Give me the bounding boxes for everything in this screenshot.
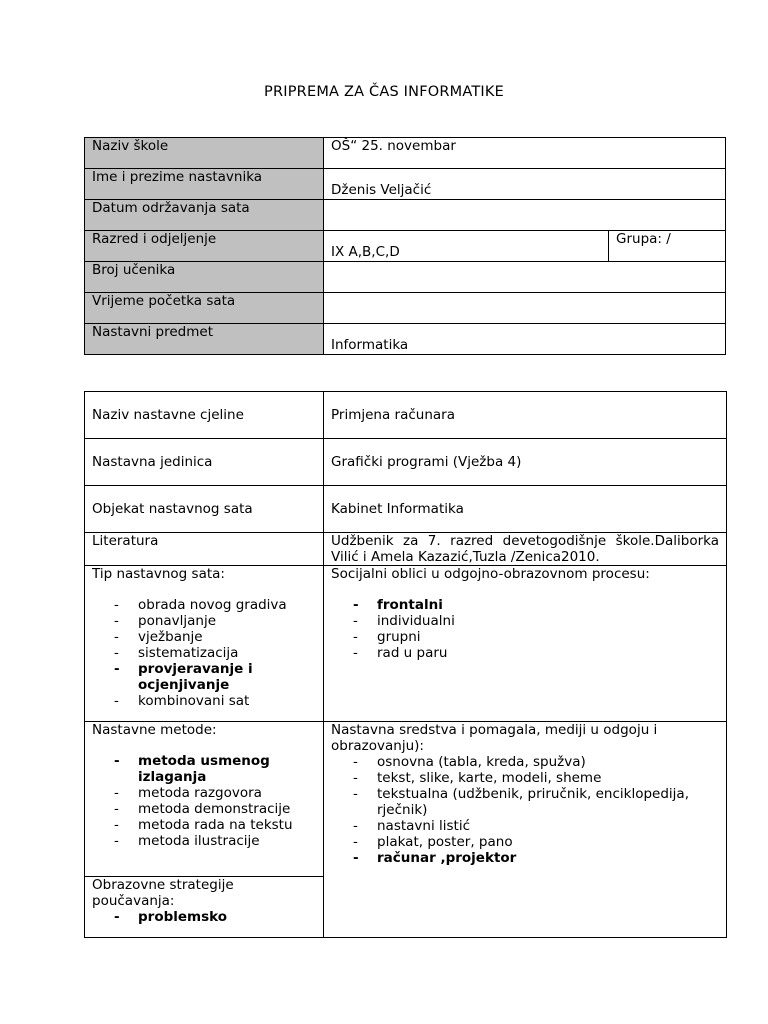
class-value: IX A,B,C,D (324, 231, 609, 262)
place-label: Objekat nastavnog sata (85, 486, 324, 533)
methods-list (92, 753, 316, 849)
literature-value: Udžbenik za 7. razred devetogodišnje škole.Daliborka Vilić i Amela Kazazić,Tuzla /Zenica2010. (324, 533, 727, 566)
table-row (85, 293, 726, 324)
start-value (324, 293, 726, 324)
table-row (85, 486, 727, 533)
list-item: - metoda demonstracije (92, 801, 316, 817)
list-item: - obrada novog gradiva (92, 597, 316, 613)
table-row (85, 533, 727, 566)
type-label: Tip nastavnog sata: (92, 566, 225, 582)
list-item: - vježbanje (92, 629, 316, 645)
type-list (92, 597, 316, 709)
list-item: - tekst, slike, karte, modeli, sheme (331, 770, 719, 786)
social-list (331, 597, 719, 661)
start-label: Vrijeme početka sata (85, 293, 324, 324)
list-item: - metoda usmenog izlaganja (92, 753, 316, 785)
table-row (85, 439, 727, 486)
table-row (85, 324, 726, 355)
list-item: - kombinovani sat (92, 693, 316, 709)
list-item: - individualni (331, 613, 719, 629)
list-item: - metoda ilustracije (92, 833, 316, 849)
list-item: - problemsko (92, 909, 316, 925)
topic-value: Grafički programi (Vježba 4) (324, 439, 727, 486)
list-item: - metoda rada na tekstu (92, 817, 316, 833)
table-row (85, 169, 726, 200)
table-row (85, 392, 727, 439)
list-item: - nastavni listić (331, 818, 719, 834)
list-item: - grupni (331, 629, 719, 645)
table-row (85, 231, 726, 262)
table-row (85, 566, 727, 722)
teacher-label: Ime i prezime nastavnika (85, 169, 324, 200)
list-item: - tekstualna (udžbenik, priručnik, enciklopedija, rječnik) (331, 786, 719, 818)
subject-label: Nastavni predmet (85, 324, 324, 355)
table-row (85, 138, 726, 169)
social-label: Socijalni oblici u odgojno-obrazovnom procesu: (331, 566, 650, 582)
table-row (85, 722, 727, 877)
lesson-table (84, 391, 727, 938)
subject-value: Informatika (324, 324, 726, 355)
methods-label: Nastavne metode: (92, 722, 217, 738)
students-label: Broj učenika (85, 262, 324, 293)
general-info-table (84, 137, 726, 355)
media-label: Nastavna sredstva i pomagala, mediji u odgoju i obrazovanju): (331, 722, 658, 754)
school-value: OŠ“ 25. novembar (324, 138, 726, 169)
class-label: Razred i odjeljenje (85, 231, 324, 262)
type-cell (85, 566, 324, 722)
unit-label: Naziv nastavne cjeline (85, 392, 324, 439)
strategy-cell (85, 877, 324, 938)
list-item: - frontalni (331, 597, 719, 613)
media-cell (324, 722, 727, 938)
list-item: - sistematizacija (92, 645, 316, 661)
literature-label: Literatura (85, 533, 324, 566)
methods-cell (85, 722, 324, 877)
school-label: Naziv škole (85, 138, 324, 169)
list-item: - metoda razgovora (92, 785, 316, 801)
media-list (331, 754, 719, 866)
list-item: - rad u paru (331, 645, 719, 661)
teacher-value: Dženis Veljačić (324, 169, 726, 200)
table-row (85, 200, 726, 231)
table-row (85, 262, 726, 293)
list-item: - plakat, poster, pano (331, 834, 719, 850)
students-value (324, 262, 726, 293)
list-item: - računar ,projektor (331, 850, 719, 866)
list-item: - osnovna (tabla, kreda, spužva) (331, 754, 719, 770)
strategy-label: Obrazovne strategije poučavanja: (92, 877, 234, 909)
list-item: - ponavljanje (92, 613, 316, 629)
page-title: PRIPREMA ZA ČAS INFORMATIKE (264, 84, 504, 100)
group-value: Grupa: / (609, 231, 726, 262)
date-value (324, 200, 726, 231)
list-item: - provjeravanje i ocjenjivanje (92, 661, 316, 693)
place-value: Kabinet Informatika (324, 486, 727, 533)
date-label: Datum održavanja sata (85, 200, 324, 231)
topic-label: Nastavna jedinica (85, 439, 324, 486)
strategy-list (92, 909, 316, 925)
unit-value: Primjena računara (324, 392, 727, 439)
social-cell (324, 566, 727, 722)
